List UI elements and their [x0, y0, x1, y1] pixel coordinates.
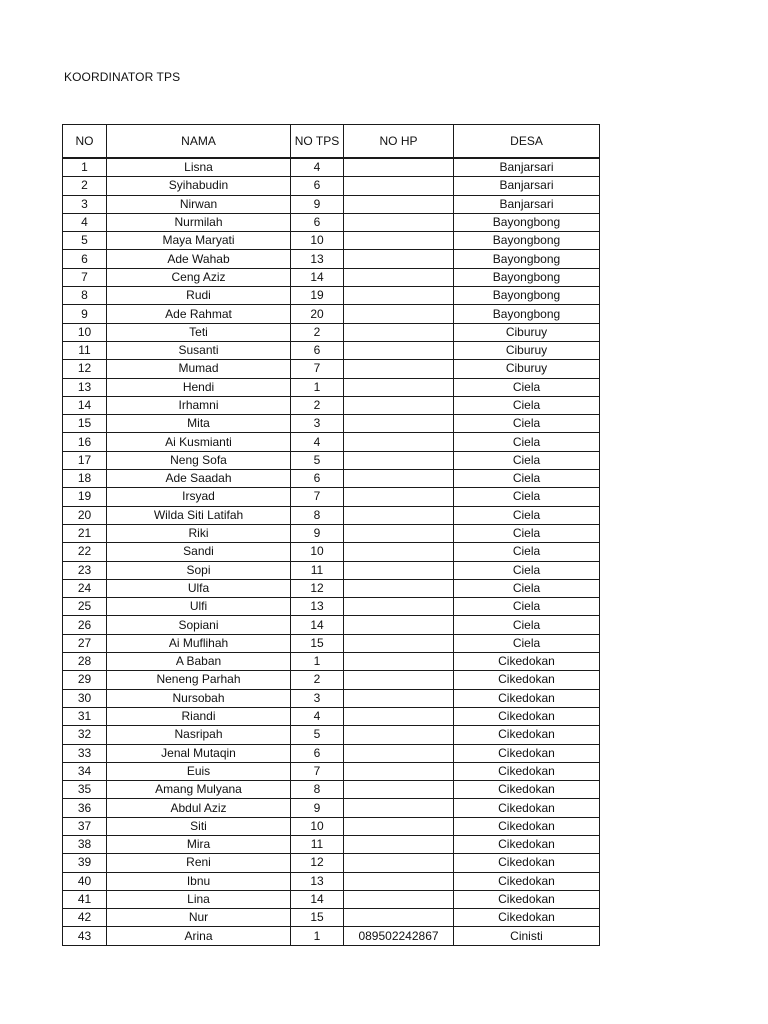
- table-row: [63, 524, 600, 542]
- table-row: [63, 762, 600, 780]
- cell-no-hp: [344, 817, 454, 835]
- cell-nama: Nasripah: [107, 726, 291, 744]
- cell-desa: Ciela: [454, 598, 600, 616]
- cell-no-hp: [344, 909, 454, 927]
- cell-no: 28: [63, 653, 107, 671]
- cell-desa: Banjarsari: [454, 195, 600, 213]
- cell-nama: Rudi: [107, 287, 291, 305]
- cell-no-hp: [344, 781, 454, 799]
- cell-desa: Ciela: [454, 579, 600, 597]
- cell-desa: Ciela: [454, 524, 600, 542]
- cell-nama: Maya Maryati: [107, 232, 291, 250]
- cell-no: 26: [63, 616, 107, 634]
- cell-no-tps: 10: [291, 543, 344, 561]
- cell-nama: Arina: [107, 927, 291, 945]
- cell-no: 9: [63, 305, 107, 323]
- cell-no: 15: [63, 415, 107, 433]
- cell-desa: Cikedokan: [454, 781, 600, 799]
- table-row: [63, 799, 600, 817]
- cell-desa: Cikedokan: [454, 671, 600, 689]
- cell-nama: Ai Muflihah: [107, 634, 291, 652]
- cell-desa: Ciela: [454, 378, 600, 396]
- cell-no-hp: [344, 360, 454, 378]
- cell-nama: Sopi: [107, 561, 291, 579]
- cell-no: 13: [63, 378, 107, 396]
- cell-no-hp: [344, 488, 454, 506]
- cell-no-hp: [344, 250, 454, 268]
- cell-no-tps: 13: [291, 250, 344, 268]
- cell-no: 41: [63, 890, 107, 908]
- header-no-hp: NO HP: [344, 125, 454, 159]
- cell-nama: Irsyad: [107, 488, 291, 506]
- cell-no-tps: 10: [291, 817, 344, 835]
- cell-no-tps: 12: [291, 579, 344, 597]
- cell-no: 42: [63, 909, 107, 927]
- cell-no: 20: [63, 506, 107, 524]
- cell-no-tps: 5: [291, 726, 344, 744]
- cell-nama: Wilda Siti Latifah: [107, 506, 291, 524]
- cell-no-tps: 1: [291, 927, 344, 945]
- cell-no: 31: [63, 707, 107, 725]
- cell-nama: Nursobah: [107, 689, 291, 707]
- header-desa: DESA: [454, 125, 600, 159]
- cell-desa: Cikedokan: [454, 854, 600, 872]
- cell-nama: Ade Rahmat: [107, 305, 291, 323]
- cell-nama: Ai Kusmianti: [107, 433, 291, 451]
- cell-no: 30: [63, 689, 107, 707]
- cell-no-tps: 13: [291, 598, 344, 616]
- table-row: [63, 781, 600, 799]
- table-row: [63, 817, 600, 835]
- cell-no-hp: [344, 762, 454, 780]
- cell-nama: Reni: [107, 854, 291, 872]
- table-row: [63, 305, 600, 323]
- table-row: [63, 287, 600, 305]
- cell-nama: Lisna: [107, 158, 291, 177]
- cell-desa: Ciela: [454, 488, 600, 506]
- cell-no: 23: [63, 561, 107, 579]
- cell-no: 40: [63, 872, 107, 890]
- cell-nama: Ceng Aziz: [107, 268, 291, 286]
- table-row: [63, 872, 600, 890]
- table-row: [63, 177, 600, 195]
- cell-no-tps: 15: [291, 634, 344, 652]
- cell-nama: Neng Sofa: [107, 451, 291, 469]
- table-row: [63, 268, 600, 286]
- table-row: [63, 158, 600, 177]
- cell-no: 18: [63, 470, 107, 488]
- cell-nama: Teti: [107, 323, 291, 341]
- cell-nama: Ibnu: [107, 872, 291, 890]
- table-row: [63, 213, 600, 231]
- cell-no-hp: [344, 726, 454, 744]
- cell-no-tps: 6: [291, 177, 344, 195]
- table-row: [63, 835, 600, 853]
- cell-no-tps: 1: [291, 378, 344, 396]
- cell-no-hp: [344, 396, 454, 414]
- cell-no-hp: [344, 195, 454, 213]
- table-row: [63, 909, 600, 927]
- cell-no-hp: [344, 543, 454, 561]
- cell-no-tps: 19: [291, 287, 344, 305]
- cell-nama: A Baban: [107, 653, 291, 671]
- cell-nama: Sandi: [107, 543, 291, 561]
- table-row: [63, 707, 600, 725]
- cell-nama: Abdul Aziz: [107, 799, 291, 817]
- cell-desa: Ciela: [454, 415, 600, 433]
- cell-no-hp: [344, 323, 454, 341]
- cell-desa: Ciela: [454, 396, 600, 414]
- cell-no: 6: [63, 250, 107, 268]
- cell-nama: Nur: [107, 909, 291, 927]
- cell-no-hp: [344, 232, 454, 250]
- cell-desa: Ciburuy: [454, 323, 600, 341]
- table-header: [63, 125, 600, 159]
- koordinator-table: [62, 124, 600, 946]
- cell-no-hp: [344, 433, 454, 451]
- cell-desa: Bayongbong: [454, 287, 600, 305]
- cell-no-hp: [344, 890, 454, 908]
- cell-no-hp: [344, 854, 454, 872]
- cell-nama: Jenal Mutaqin: [107, 744, 291, 762]
- cell-no: 38: [63, 835, 107, 853]
- cell-nama: Ade Saadah: [107, 470, 291, 488]
- cell-no: 3: [63, 195, 107, 213]
- cell-desa: Cikedokan: [454, 872, 600, 890]
- cell-no-tps: 9: [291, 195, 344, 213]
- cell-desa: Cikedokan: [454, 707, 600, 725]
- cell-no: 35: [63, 781, 107, 799]
- cell-nama: Mira: [107, 835, 291, 853]
- cell-desa: Cikedokan: [454, 890, 600, 908]
- cell-desa: Ciela: [454, 451, 600, 469]
- cell-no-tps: 4: [291, 433, 344, 451]
- cell-no-tps: 12: [291, 854, 344, 872]
- cell-nama: Syihabudin: [107, 177, 291, 195]
- cell-no-hp: [344, 470, 454, 488]
- cell-no-tps: 13: [291, 872, 344, 890]
- table-row: [63, 744, 600, 762]
- table-body: [63, 158, 600, 945]
- cell-no-tps: 7: [291, 488, 344, 506]
- cell-no: 37: [63, 817, 107, 835]
- cell-no: 1: [63, 158, 107, 177]
- cell-desa: Ciela: [454, 506, 600, 524]
- cell-no-tps: 7: [291, 360, 344, 378]
- table-row: [63, 195, 600, 213]
- table-row: [63, 616, 600, 634]
- cell-no-tps: 7: [291, 762, 344, 780]
- cell-desa: Ciela: [454, 561, 600, 579]
- table-row: [63, 470, 600, 488]
- cell-nama: Irhamni: [107, 396, 291, 414]
- cell-no: 17: [63, 451, 107, 469]
- cell-nama: Sopiani: [107, 616, 291, 634]
- table-row: [63, 854, 600, 872]
- cell-no-hp: [344, 616, 454, 634]
- cell-no-hp: [344, 524, 454, 542]
- cell-no-tps: 3: [291, 689, 344, 707]
- cell-no-hp: [344, 177, 454, 195]
- cell-no-tps: 9: [291, 799, 344, 817]
- table-row: [63, 543, 600, 561]
- table-row: [63, 396, 600, 414]
- cell-nama: Ulfi: [107, 598, 291, 616]
- cell-no-tps: 5: [291, 451, 344, 469]
- cell-desa: Ciela: [454, 470, 600, 488]
- cell-nama: Riandi: [107, 707, 291, 725]
- cell-no-hp: [344, 378, 454, 396]
- cell-nama: Ulfa: [107, 579, 291, 597]
- cell-no-hp: [344, 506, 454, 524]
- cell-no-hp: [344, 689, 454, 707]
- cell-no-tps: 6: [291, 341, 344, 359]
- cell-no-hp: [344, 744, 454, 762]
- cell-desa: Cikedokan: [454, 799, 600, 817]
- cell-nama: Neneng Parhah: [107, 671, 291, 689]
- table-row: [63, 341, 600, 359]
- cell-no: 4: [63, 213, 107, 231]
- cell-desa: Ciela: [454, 433, 600, 451]
- cell-nama: Mumad: [107, 360, 291, 378]
- cell-no-hp: [344, 415, 454, 433]
- cell-no-hp: 089502242867: [344, 927, 454, 945]
- cell-no: 2: [63, 177, 107, 195]
- cell-no: 39: [63, 854, 107, 872]
- cell-no-tps: 2: [291, 671, 344, 689]
- cell-no: 14: [63, 396, 107, 414]
- cell-no: 34: [63, 762, 107, 780]
- table-row: [63, 634, 600, 652]
- cell-desa: Ciela: [454, 543, 600, 561]
- cell-desa: Ciela: [454, 634, 600, 652]
- cell-no: 12: [63, 360, 107, 378]
- cell-no: 8: [63, 287, 107, 305]
- table-row: [63, 506, 600, 524]
- cell-no-tps: 20: [291, 305, 344, 323]
- cell-desa: Banjarsari: [454, 177, 600, 195]
- cell-no-hp: [344, 872, 454, 890]
- cell-no-tps: 10: [291, 232, 344, 250]
- cell-no: 25: [63, 598, 107, 616]
- document-title: KOORDINATOR TPS: [64, 70, 181, 84]
- cell-nama: Mita: [107, 415, 291, 433]
- cell-no-tps: 14: [291, 616, 344, 634]
- table-row: [63, 451, 600, 469]
- cell-no: 21: [63, 524, 107, 542]
- cell-no-hp: [344, 213, 454, 231]
- cell-nama: Nirwan: [107, 195, 291, 213]
- table-row: [63, 561, 600, 579]
- table-row: [63, 488, 600, 506]
- cell-no-hp: [344, 268, 454, 286]
- cell-no-tps: 1: [291, 653, 344, 671]
- cell-no: 10: [63, 323, 107, 341]
- cell-desa: Cikedokan: [454, 653, 600, 671]
- cell-no-tps: 6: [291, 470, 344, 488]
- cell-no-hp: [344, 598, 454, 616]
- cell-no-tps: 15: [291, 909, 344, 927]
- cell-no-hp: [344, 634, 454, 652]
- cell-desa: Cinisti: [454, 927, 600, 945]
- table-row: [63, 360, 600, 378]
- cell-no-tps: 6: [291, 213, 344, 231]
- cell-no: 24: [63, 579, 107, 597]
- cell-no-hp: [344, 799, 454, 817]
- cell-desa: Cikedokan: [454, 817, 600, 835]
- cell-nama: Siti: [107, 817, 291, 835]
- table-row: [63, 653, 600, 671]
- cell-desa: Bayongbong: [454, 250, 600, 268]
- table-row: [63, 415, 600, 433]
- cell-no-hp: [344, 561, 454, 579]
- cell-no-tps: 4: [291, 707, 344, 725]
- cell-nama: Riki: [107, 524, 291, 542]
- cell-no-tps: 8: [291, 781, 344, 799]
- cell-no-tps: 2: [291, 396, 344, 414]
- table-row: [63, 579, 600, 597]
- cell-desa: Bayongbong: [454, 305, 600, 323]
- cell-no: 32: [63, 726, 107, 744]
- cell-nama: Susanti: [107, 341, 291, 359]
- header-nama: NAMA: [107, 125, 291, 159]
- cell-nama: Lina: [107, 890, 291, 908]
- table-row: [63, 726, 600, 744]
- cell-no-hp: [344, 158, 454, 177]
- cell-no: 7: [63, 268, 107, 286]
- cell-desa: Bayongbong: [454, 213, 600, 231]
- cell-nama: Amang Mulyana: [107, 781, 291, 799]
- table-row: [63, 689, 600, 707]
- cell-desa: Bayongbong: [454, 268, 600, 286]
- table-row: [63, 323, 600, 341]
- cell-no-hp: [344, 653, 454, 671]
- cell-no: 27: [63, 634, 107, 652]
- header-no: NO: [63, 125, 107, 159]
- header-row: [63, 125, 600, 159]
- cell-nama: Nurmilah: [107, 213, 291, 231]
- cell-desa: Ciburuy: [454, 341, 600, 359]
- table-row: [63, 598, 600, 616]
- cell-no-hp: [344, 305, 454, 323]
- cell-nama: Euis: [107, 762, 291, 780]
- cell-desa: Ciela: [454, 616, 600, 634]
- cell-no-tps: 9: [291, 524, 344, 542]
- cell-no-hp: [344, 451, 454, 469]
- cell-no: 5: [63, 232, 107, 250]
- cell-no-tps: 2: [291, 323, 344, 341]
- cell-no-tps: 14: [291, 890, 344, 908]
- table-row: [63, 927, 600, 945]
- cell-desa: Ciburuy: [454, 360, 600, 378]
- cell-desa: Bayongbong: [454, 232, 600, 250]
- table-row: [63, 433, 600, 451]
- table-row: [63, 378, 600, 396]
- table-row: [63, 890, 600, 908]
- cell-no: 29: [63, 671, 107, 689]
- cell-no-hp: [344, 341, 454, 359]
- cell-desa: Cikedokan: [454, 835, 600, 853]
- header-no-tps: NO TPS: [291, 125, 344, 159]
- cell-desa: Cikedokan: [454, 909, 600, 927]
- table-row: [63, 232, 600, 250]
- cell-no: 11: [63, 341, 107, 359]
- cell-no-tps: 14: [291, 268, 344, 286]
- cell-no-hp: [344, 579, 454, 597]
- cell-no: 33: [63, 744, 107, 762]
- cell-no-hp: [344, 835, 454, 853]
- cell-desa: Cikedokan: [454, 762, 600, 780]
- cell-no-hp: [344, 707, 454, 725]
- cell-nama: Ade Wahab: [107, 250, 291, 268]
- cell-no-tps: 4: [291, 158, 344, 177]
- cell-desa: Cikedokan: [454, 726, 600, 744]
- cell-no-tps: 6: [291, 744, 344, 762]
- table-row: [63, 671, 600, 689]
- cell-no-tps: 11: [291, 835, 344, 853]
- cell-no-tps: 3: [291, 415, 344, 433]
- cell-no: 16: [63, 433, 107, 451]
- cell-no-tps: 11: [291, 561, 344, 579]
- cell-no: 22: [63, 543, 107, 561]
- cell-no-hp: [344, 287, 454, 305]
- cell-desa: Banjarsari: [454, 158, 600, 177]
- cell-no: 36: [63, 799, 107, 817]
- cell-desa: Cikedokan: [454, 689, 600, 707]
- cell-no-tps: 8: [291, 506, 344, 524]
- cell-nama: Hendi: [107, 378, 291, 396]
- cell-no-hp: [344, 671, 454, 689]
- cell-no: 43: [63, 927, 107, 945]
- table-row: [63, 250, 600, 268]
- cell-no: 19: [63, 488, 107, 506]
- cell-desa: Cikedokan: [454, 744, 600, 762]
